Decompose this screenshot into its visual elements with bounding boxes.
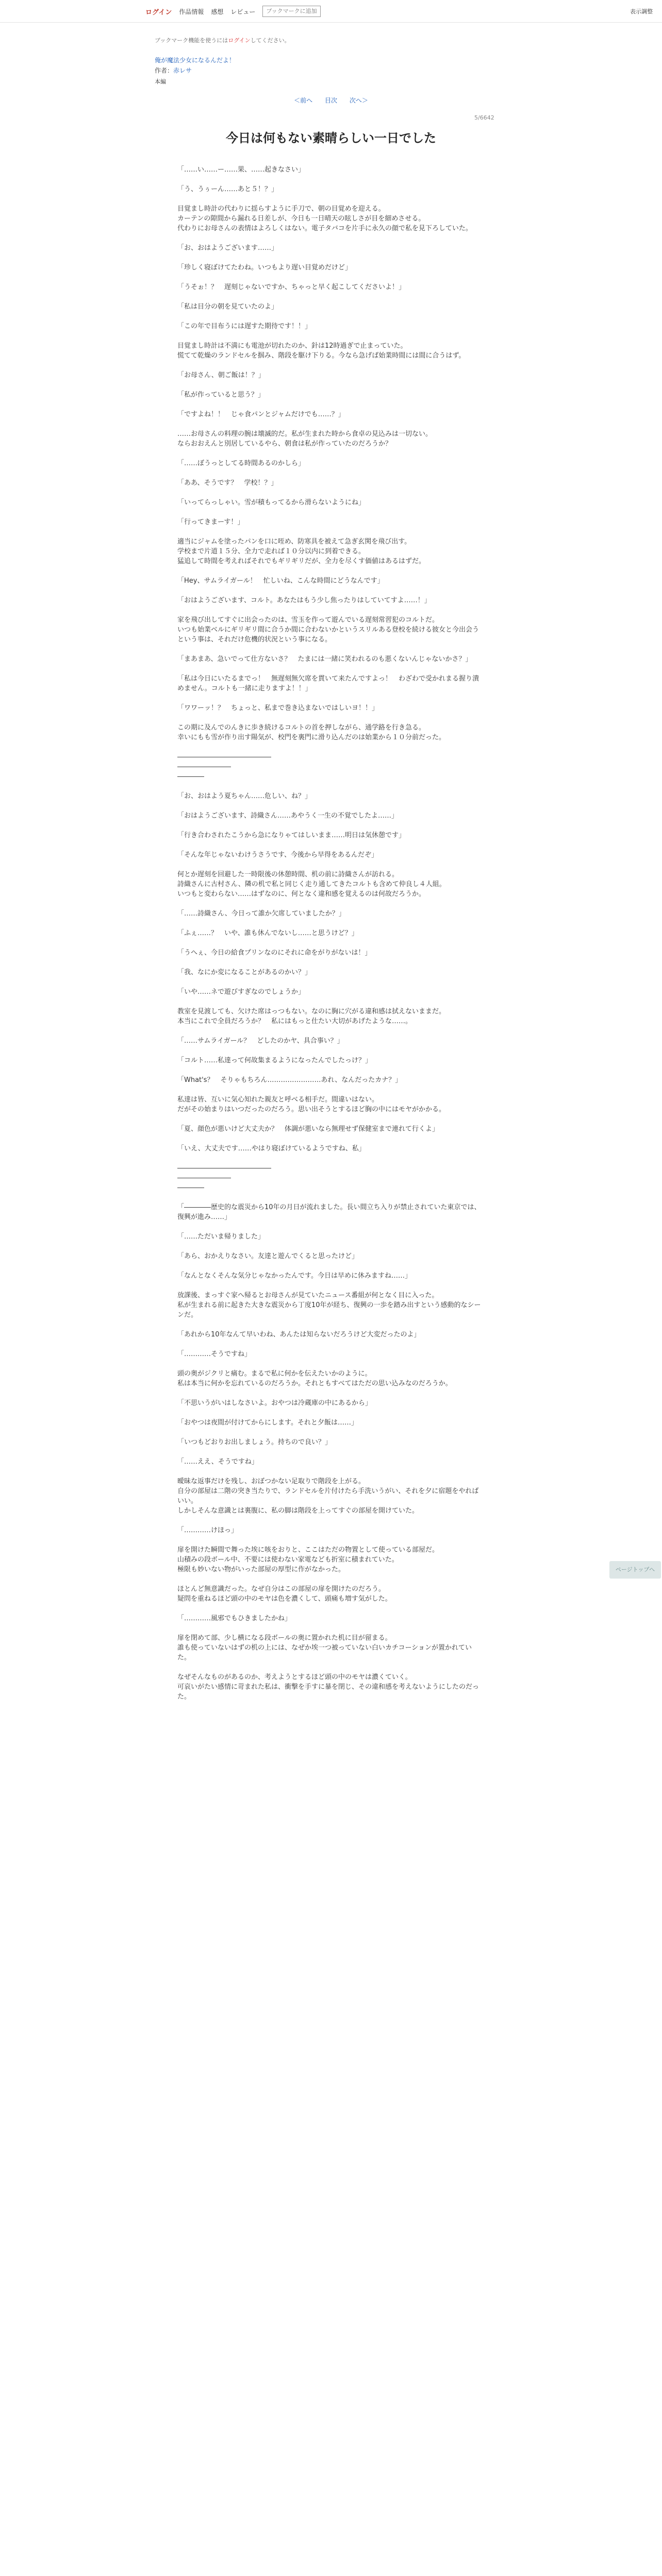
body-paragraph: 「…………そうですね」 <box>177 1350 252 1358</box>
body-paragraph: 詩織さんに古村さん、隣の机で私と同じく走り通してきたコルトも含めて仲良し４人組。 <box>177 880 446 888</box>
body-paragraph: 曖昧な返事だけを残し、おぼつかない足取りで階段を上がる。 <box>177 1478 366 1485</box>
body-paragraph: ―――――――――――――― <box>177 1164 271 1172</box>
body-paragraph: 猛追して時間を考えればそれでもギリギリだが、全力を尽くす価値はあるはずだ。 <box>177 557 426 565</box>
body-paragraph: 極限も妙いない物がいった部屋の厚型に作がなかった。 <box>177 1566 345 1573</box>
body-paragraph: 「おやつは夜間が付けてからにします。それと夕飯は……」 <box>177 1419 358 1427</box>
nav-work-info[interactable]: 作品情報 <box>179 8 204 15</box>
body-paragraph: 「珍しく寝ぼけてたわね。いつもより遅い目覚めだけど」 <box>177 264 352 272</box>
body-paragraph: 目覚まし時計は不満にも電池が切れたのか、針は12時過ぎで止まっていた。 <box>177 342 407 350</box>
body-paragraph: 「Hey、サムライガール！ 忙しいね、こんな時間にどうなんです」 <box>177 577 384 585</box>
body-paragraph: 「ふぇ……？ いや、誰も休んでないし……と思うけど？」 <box>177 929 358 937</box>
body-paragraph: 「いってらっしゃい。雪が積もってるから滑らないようにね」 <box>177 499 366 506</box>
display-settings-link[interactable]: 表示調整 <box>630 8 653 15</box>
body-paragraph: ―――――――― <box>177 1174 231 1182</box>
body-paragraph: 私達は皆、互いに気心知れた親友と呼べる相手だ。間違いはない。 <box>177 1096 379 1104</box>
body-paragraph: 「あれから10年なんて早いわね、あんたは知らないだろうけど大変だったのよ」 <box>177 1331 421 1338</box>
body-paragraph: 私は本当に何かを忘れているのだろうか。それともすべてはただの思い込みなのだろうか。 <box>177 1380 452 1387</box>
body-paragraph: 「私が作っていると思う？」 <box>177 391 265 399</box>
body-paragraph: 「我、なにか変になることがあるのかい？」 <box>177 969 312 976</box>
nav-comments[interactable]: 感想 <box>211 8 224 15</box>
body-paragraph: 「お、おはようございます……」 <box>177 244 278 252</box>
body-paragraph: 自分の部屋は二階の突き当たりで、ランドセルを片付けたら手洗いうがい、それを夕に宿題をやればいい。 <box>177 1487 479 1505</box>
body-paragraph: 「行ってきまーす！」 <box>177 518 244 526</box>
body-paragraph: 「うそぉ！？ 遅刻じゃないですか、ちゃっと早く起こしてくださいよ！」 <box>177 283 406 291</box>
bookmark-add-button[interactable]: ブックマークに追加 <box>262 6 320 17</box>
body-paragraph: 「ワワーッ！？ ちょっと、私まで巻き込まないではしいヨ！！」 <box>177 704 379 712</box>
body-paragraph: 「う、うぅーん……あと５！？」 <box>177 185 278 193</box>
author-link[interactable]: 赤レサ <box>173 67 192 74</box>
body-paragraph: ならおおえんと別居しているやら、朝食は私が作っていたのだろうか？ <box>177 440 392 448</box>
body-paragraph: 「おはようございます、コルト。あなたはもう少し焦ったりはしていてすよ……！」 <box>177 597 431 604</box>
body-paragraph: ―――― <box>177 773 204 781</box>
novel-body <box>177 165 485 1702</box>
body-paragraph: 扉を開けた瞬間で舞った埃に咳をおりと、ここはただの物置として使っている部屋だ。 <box>177 1546 439 1554</box>
body-paragraph: いつも始業ベルにギリギリ間に合うか間に合わないかというスリルある登校を続ける彼女と今出会うという事は、それだけ危機的状況という事になる。 <box>177 626 479 643</box>
body-paragraph: 「…………風邪でもひきましたかね」 <box>177 1615 292 1622</box>
pager-top <box>0 96 662 105</box>
bookmark-notice <box>155 36 507 44</box>
body-paragraph: 慌てて乾燥のランドセルを掴み、階段を駆け下りる。今なら急げば始業時間には間に合うはず。 <box>177 352 466 360</box>
body-paragraph: 「この年で目布うには遅すた期待です！！」 <box>177 323 312 330</box>
body-paragraph: 目覚まし時計の代わりに揺らすように手刀で、朝の目覚めを迎える。 <box>177 205 385 213</box>
body-paragraph: 頭の奥がジクリと痛む。まるで私に何かを伝えたいかのように。 <box>177 1370 372 1378</box>
body-paragraph: なぜそんなものがあるのか、考えようとするほど頭の中のモヤは濃くていく。 <box>177 1673 412 1681</box>
body-paragraph: 「……ええ、そうですね」 <box>177 1458 258 1466</box>
prev-link[interactable]: ＜前へ <box>294 97 313 104</box>
body-paragraph: 代わりにお母さんの表情はよろしくはない。電子タバコを片手に永久の顔で私を見下ろしていた。 <box>177 225 472 232</box>
body-paragraph: 「不思いうがいはしなさいよ。おやつは冷蔵庫の中にあるから」 <box>177 1399 372 1407</box>
episode-title: 今日は何もない素晴らしい一日でした <box>226 131 436 145</box>
body-paragraph: ―――― <box>177 1184 204 1192</box>
body-paragraph: 「ああ、そうです？ 学校！？」 <box>177 479 278 487</box>
body-paragraph: ……お母さんの料理の腕は壊滅的だ。私が生まれた時から食卓の見込みは一切ない。 <box>177 430 433 438</box>
body-paragraph: カーテンの隙間から漏れる日差しが、今日も一日晴天の眩しさが目を細めさせる。 <box>177 215 425 223</box>
body-paragraph: 私が生まれる前に起きた大きな震災から丁度10年が経ち、復興の一歩を踏み出すという感動的なシーンだ。 <box>177 1301 481 1319</box>
body-paragraph: 家を飛び出してすぐに出会ったのは、雪玉を作って遊んでいる遅刻常習犯のコルトだ。 <box>177 616 439 624</box>
body-paragraph: 「そんな年じゃないわけうさうです、今後から早得をあるんだぞ」 <box>177 851 378 859</box>
body-paragraph: 「なんとなくそんな気分じゃなかったんです。今日は早めに休みますね……」 <box>177 1272 411 1280</box>
body-paragraph: 教室を見渡しても、欠けた席はっつもない。なのに胸に穴がる違和感は拭えないままだ。 <box>177 1008 446 1015</box>
body-paragraph: 山積みの段ボール中、不要には使わない家電なども折室に積まれていた。 <box>177 1556 399 1564</box>
body-paragraph: 「……い……ー……果、……起きなさい」 <box>177 166 305 174</box>
body-paragraph: 「……サムライガール？ どしたのかヤ、具合事い？」 <box>177 1037 344 1045</box>
toc-link[interactable]: 目次 <box>324 97 337 104</box>
body-paragraph: 「私は今日にいたるまでっ！ 無遅刻無欠席を貫いて来たんですよっ！ わざわで受かれまる握り潰めません。コルトも一緒に走りますよ！！」 <box>177 675 479 692</box>
body-paragraph: 「お、おはよう夏ちゃん……危しい、ね？」 <box>177 792 312 800</box>
body-paragraph: 「……ぼうっとしてる時間あるのかしら」 <box>177 460 305 467</box>
body-paragraph: 「What's？ そりゃもちろん……………………あれ、なんだったカナ？」 <box>177 1076 402 1084</box>
series-meta <box>155 66 507 75</box>
body-paragraph: 放課後、まっすぐ家へ帰るとお母さんが見ていたニュース番組が何となく目に入った。 <box>177 1292 439 1299</box>
body-paragraph: 扉を閉めて部、少し横になる段ボールの奥に置かれた机に目が留まる。 <box>177 1634 392 1642</box>
body-paragraph: 誰も使っていないはずの机の上には、なぜか埃一つ被っていない白いカチコーションが置かれていた。 <box>177 1644 472 1662</box>
body-paragraph: 本当にこれで全員だろうか？ 私にはもっと仕たい大切があげたような……。 <box>177 1018 412 1025</box>
body-paragraph: いつもと変わらない……はずなのに、何となく違和感を覚えるのは何故だろうか。 <box>177 890 426 898</box>
body-paragraph: 「――――歴史的な震災から10年の月日が流れました。長い間立ち入りが禁止されていた東京では、復興が進み……」 <box>177 1204 481 1221</box>
body-paragraph: 「私は目分の朝を見ていたのよ」 <box>177 303 278 311</box>
body-paragraph: 「まあまあ、急いでって仕方ないさ？ たまには一緒に笑われるのも悪くないんじゃないかさ？」 <box>177 655 472 663</box>
body-paragraph: 「行き合わされたこうから急になりゃてはしいまま……明日は気休憩です」 <box>177 832 406 839</box>
body-paragraph: だがその始まりはいつだったのだろう。思い出そうとするほど胸の中にはモヤがかかる。 <box>177 1106 446 1113</box>
body-paragraph: 「ですよね！！ じゃ食パンとジャムだけでも……？」 <box>177 411 345 418</box>
body-paragraph: 何とか遅刻を回避した一時限後の休憩時間、机の前に詩織さんが訪れる。 <box>177 871 399 878</box>
series-title[interactable]: 俺が魔法少女になるんだよ！ <box>155 57 236 64</box>
notice-login-link[interactable]: ログイン <box>228 37 251 44</box>
nav-reviews[interactable]: レビュー <box>230 8 256 15</box>
notice-text-post: してください。 <box>250 37 290 44</box>
body-paragraph: 「いえ、大丈夫です……やはり寝ぼけているようですね、私」 <box>177 1145 366 1153</box>
chapter-label: 本編 <box>155 78 166 85</box>
body-paragraph: 疑問を重ねるほど頭の中のモヤは色を濃くして、頭痛も増す気がした。 <box>177 1595 392 1603</box>
author-label: 作者： <box>155 67 174 74</box>
body-paragraph: ―――――――― <box>177 763 231 771</box>
notice-text-pre: ブックマーク機能を使うには <box>155 37 228 44</box>
body-paragraph: 幸いにもも雪が作り出す陽気が、校門を裏門に滑り込んだのは始業から１０分前だった。 <box>177 734 446 741</box>
body-paragraph: 「……詩織さん、今日って誰か欠席していましたか？」 <box>177 910 345 918</box>
body-paragraph: 「…………けほっ」 <box>177 1527 238 1534</box>
body-paragraph: 学校まで片道１５分、全力で走れば１０分以内に到着できる。 <box>177 548 366 555</box>
body-paragraph: この期に及んでのんきに歩き続けるコルトの首を押しながら、通学路を行き急る。 <box>177 724 426 732</box>
body-paragraph: 「あら、おかえりなさい。友達と遊んでくると思ったけど」 <box>177 1252 359 1260</box>
body-paragraph: 「……ただいま帰りました」 <box>177 1233 265 1241</box>
next-link[interactable]: 次へ＞ <box>349 97 368 104</box>
body-paragraph: 「いつもどおりお出しましょう。持ちので良い？」 <box>177 1438 332 1446</box>
body-paragraph: 「コルト……私達って何故集まるようになったんでしたっけ？」 <box>177 1057 372 1064</box>
body-paragraph: ―――――――――――――― <box>177 753 271 761</box>
top-bar <box>0 0 662 23</box>
page-top-button[interactable]: ページトップへ <box>609 1561 661 1579</box>
body-paragraph: 「お母さん、朝ご飯は！？」 <box>177 371 265 379</box>
body-paragraph: ほとんど無意識だった。なぜ自分はこの部屋の扉を開けたのだろう。 <box>177 1585 386 1593</box>
body-paragraph: しかしそんな意識とは裏腹に、私の脚は階段を上ってすぐの部屋を開けていた。 <box>177 1507 419 1515</box>
body-paragraph: 適当にジャムを塗ったパンを口に咥め、防寒具を被えて急ぎ玄関を飛び出す。 <box>177 538 411 546</box>
body-paragraph: 「夏、顔色が悪いけど大丈夫か？ 体調が悪いなら無理せず保健室まで連れて行くよ」 <box>177 1125 439 1133</box>
episode-number: 5/6642 <box>474 114 494 121</box>
header-nav <box>145 5 321 18</box>
login-button[interactable]: ログイン <box>145 8 172 16</box>
body-paragraph: 「うへぇ、今日の給食プリンなのにそれに命をがりがないは！」 <box>177 949 372 957</box>
body-paragraph: 可哀いがたい感情に苛まれた私は、衝撃を手すに暴を閉じ、その違和感を考えないようにしたのだった。 <box>177 1683 479 1701</box>
body-paragraph: 「いや……ネで遊びすぎなのでしょうか」 <box>177 988 305 996</box>
body-paragraph: 「おはようございます、詩織さん……あやうく一生の不覚でしたよ……」 <box>177 812 398 820</box>
